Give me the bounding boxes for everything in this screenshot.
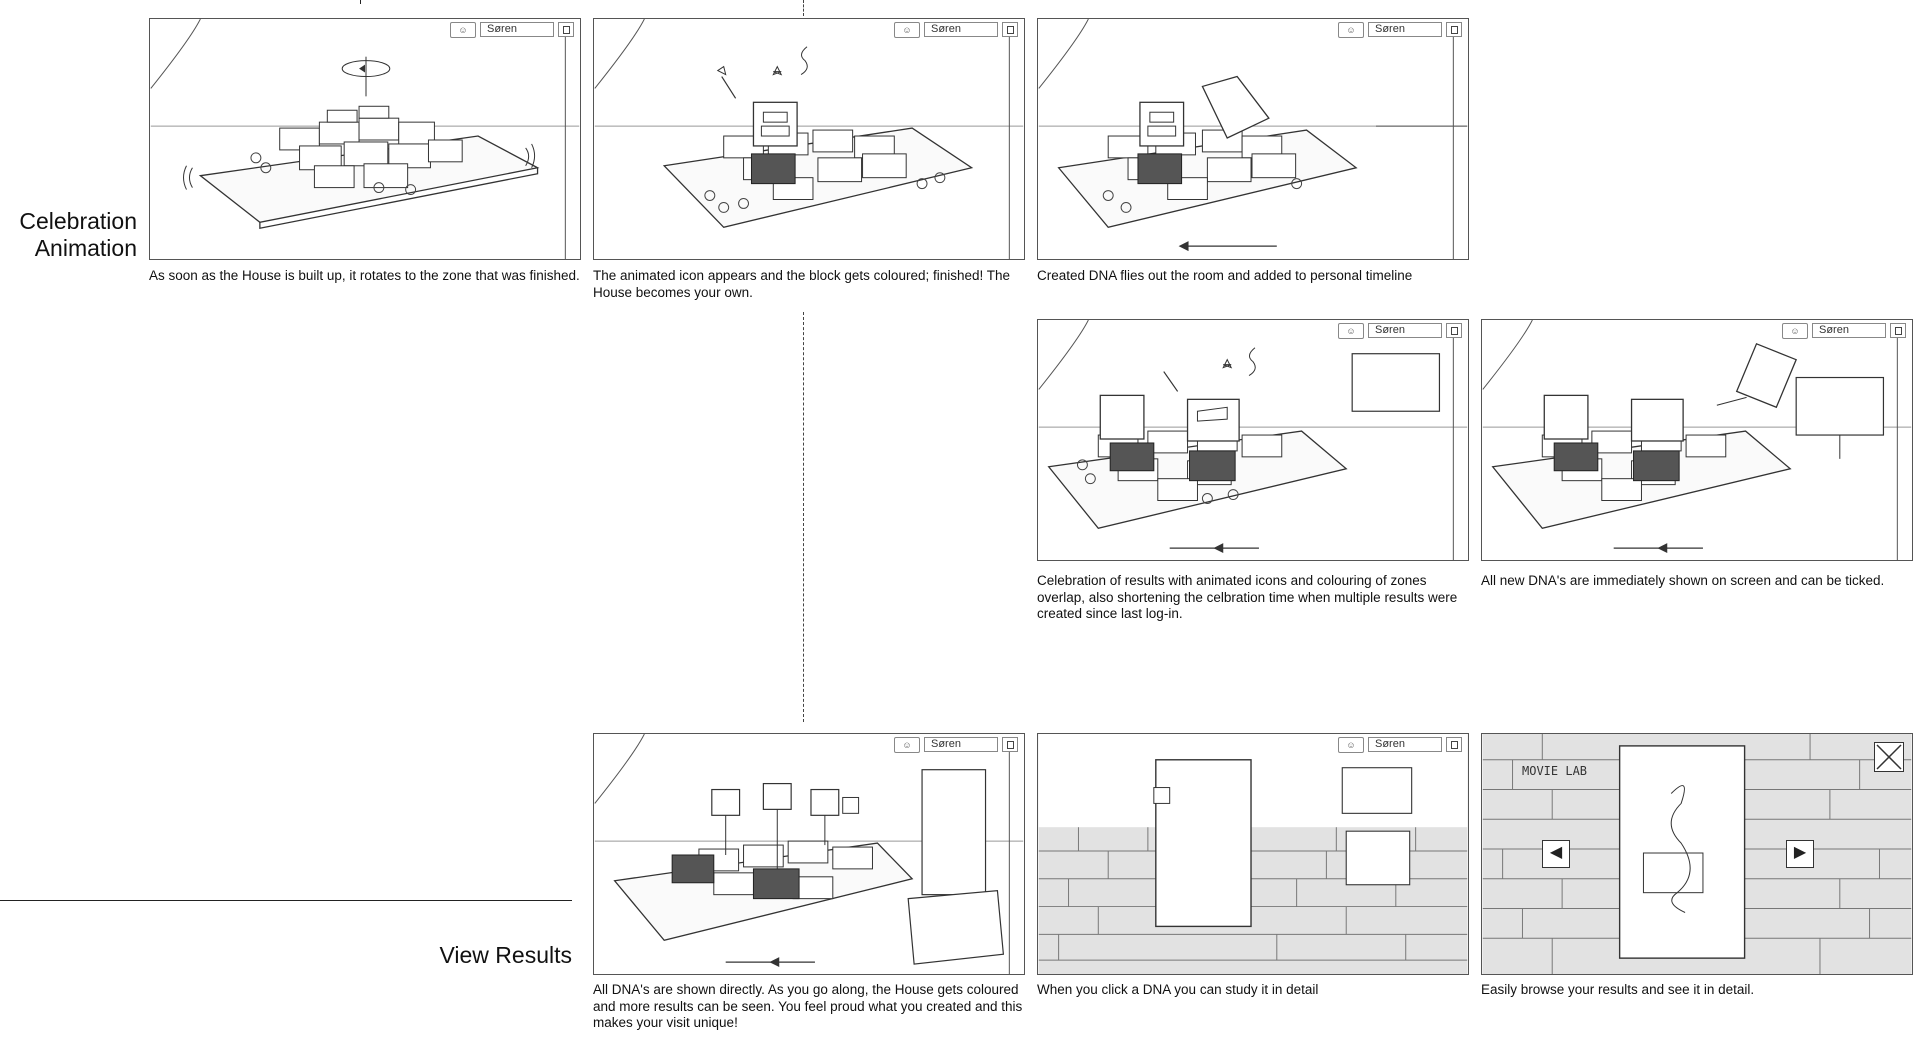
panel-caption-8: Easily browse your results and see it in detail. [1481, 982, 1755, 997]
panel-caption-7: When you click a DNA you can study it in detail [1037, 982, 1319, 997]
user-toolbar [894, 21, 1018, 38]
user-toolbar [450, 21, 574, 38]
face-icon[interactable]: ☺ [894, 737, 920, 753]
all-dna-shown-sketch [594, 734, 1024, 974]
multi-celebration-sketch [1038, 320, 1468, 560]
section-label-view-results: View Results [439, 942, 572, 968]
storyboard-panel-2 [593, 18, 1025, 260]
movie-lab-sign: MOVIE LAB [1522, 764, 1588, 778]
user-name-field[interactable]: Søren [1368, 737, 1442, 752]
user-name-field[interactable]: Søren [1368, 22, 1442, 37]
face-icon[interactable]: ☺ [894, 22, 920, 38]
house-icon-appears-sketch [594, 19, 1024, 259]
user-name-field[interactable]: Søren [924, 737, 998, 752]
storyboard-panel-6 [593, 733, 1025, 975]
user-toolbar [1782, 322, 1906, 339]
exit-icon[interactable] [1002, 737, 1018, 752]
section-label-line1: Celebration [19, 208, 137, 234]
storyboard-panel-4 [1037, 319, 1469, 561]
dna-flies-out-sketch [1038, 19, 1468, 259]
storyboard-panel-5 [1481, 319, 1913, 561]
storyboard-panel-8 [1481, 733, 1913, 975]
user-toolbar [1338, 322, 1462, 339]
storyboard-panel-3 [1037, 18, 1469, 260]
user-name-field[interactable]: Søren [924, 22, 998, 37]
panel-caption-6: All DNA's are shown directly. As you go along, the House gets coloured and more results can be seen. You feel proud what you created and this makes your visit unique! [593, 982, 1023, 1030]
exit-icon[interactable] [1446, 737, 1462, 752]
arrow-right-icon[interactable]: ▶ [1786, 840, 1814, 868]
exit-icon[interactable] [1002, 22, 1018, 37]
section-divider [0, 900, 572, 901]
user-toolbar [1338, 736, 1462, 753]
house-rotate-sketch [150, 19, 580, 259]
close-icon[interactable] [1874, 742, 1904, 772]
user-name-field[interactable]: Søren [1368, 323, 1442, 338]
exit-icon[interactable] [1890, 323, 1906, 338]
panel-caption-4: Celebration of results with animated icons and colouring of zones overlap, also shortening the celbration time when multiple results were created since last log-in. [1037, 573, 1458, 621]
exit-icon[interactable] [1446, 22, 1462, 37]
face-icon[interactable]: ☺ [1338, 323, 1364, 339]
storyboard-panel-1 [149, 18, 581, 260]
arrow-left-icon[interactable]: ◀ [1542, 840, 1570, 868]
user-toolbar [894, 736, 1018, 753]
storyboard-panel-7 [1037, 733, 1469, 975]
new-dna-shown-sketch [1482, 320, 1912, 560]
panel-caption-1: As soon as the House is built up, it rotates to the zone that was finished. [149, 268, 580, 283]
dashed-divider-main [803, 312, 804, 722]
user-name-field[interactable]: Søren [480, 22, 554, 37]
face-icon[interactable]: ☺ [1782, 323, 1808, 339]
dashed-divider-top [803, 0, 804, 16]
panel-caption-5: All new DNA's are immediately shown on screen and can be ticked. [1481, 573, 1885, 588]
exit-icon[interactable] [1446, 323, 1462, 338]
user-toolbar [1338, 21, 1462, 38]
section-label-celebration [0, 208, 137, 262]
user-name-field[interactable]: Søren [1812, 323, 1886, 338]
face-icon[interactable]: ☺ [1338, 737, 1364, 753]
top-stub-line [360, 0, 361, 4]
section-label-line2: Animation [34, 235, 137, 261]
dna-detail-sketch [1038, 734, 1468, 974]
panel-caption-2: The animated icon appears and the block gets coloured; finished! The House becomes your own. [593, 268, 1011, 300]
exit-icon[interactable] [558, 22, 574, 37]
panel-caption-3: Created DNA flies out the room and added to personal timeline [1037, 268, 1413, 283]
face-icon[interactable]: ☺ [1338, 22, 1364, 38]
face-icon[interactable]: ☺ [450, 22, 476, 38]
